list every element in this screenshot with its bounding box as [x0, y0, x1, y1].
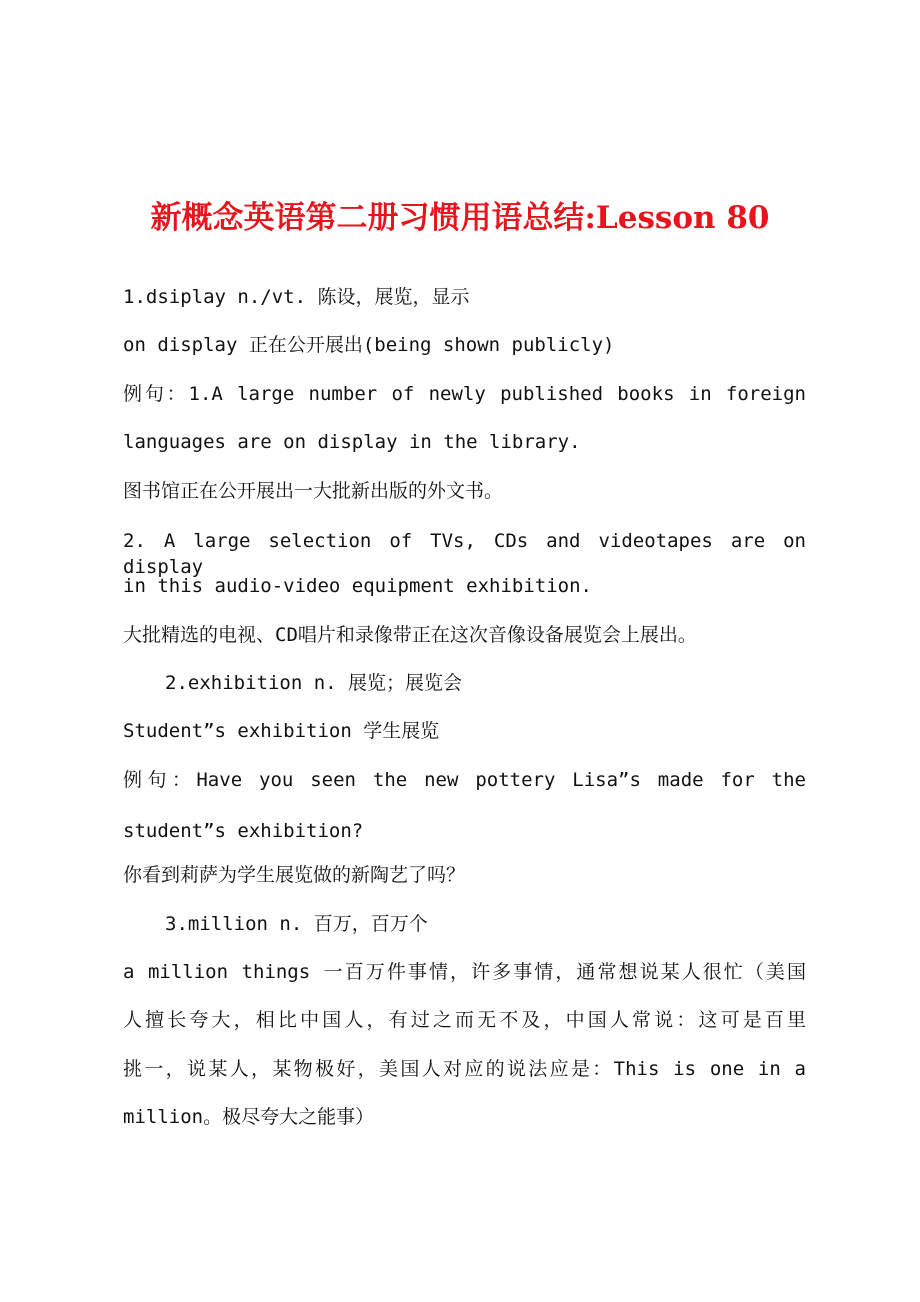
explanation-line-2: 人擅长夸大，相比中国人，有过之而无不及，中国人常说：这可是百里 — [123, 1009, 806, 1031]
example-translation-2: 大批精选的电视、CD唱片和录像带正在这次音像设备展览会上展出。 — [123, 624, 697, 646]
example-translation-1: 图书馆正在公开展出一大批新出版的外文书。 — [123, 480, 504, 502]
example-sentence-1: 例句：1.A large number of newly published books in foreign — [123, 383, 806, 405]
explanation-line-3: 挑一，说某人，某物极好，美国人对应的说法应是：This is one in a — [123, 1058, 806, 1080]
example-sentence-3: 例句：Have you seen the new pottery Lisa”s made for the — [123, 769, 806, 791]
phrase-on-display: on display 正在公开展出(being shown publicly) — [123, 334, 615, 356]
phrase-students-exhibition: Student”s exhibition 学生展览 — [123, 720, 440, 742]
entry-display-heading: 1.dsiplay n./vt. 陈设，展览，显示 — [123, 286, 470, 308]
example-sentence-2: 2. A large selection of TVs, CDs and videotapes are on display — [123, 530, 806, 578]
entry-million-heading: 3.million n. 百万，百万个 — [165, 913, 428, 935]
explanation-line-4: million。极尽夸大之能事） — [123, 1106, 375, 1128]
example-sentence-3-cont: student”s exhibition? — [123, 820, 364, 842]
document-title: 新概念英语第二册习惯用语总结:Lesson 80 — [150, 200, 770, 236]
example-translation-3: 你看到莉萨为学生展览做的新陶艺了吗？ — [123, 864, 466, 886]
example-sentence-1-cont: languages are on display in the library. — [123, 431, 581, 453]
entry-exhibition-heading: 2.exhibition n. 展览；展览会 — [165, 672, 463, 694]
example-sentence-2-cont: in this audio-video equipment exhibition. — [123, 575, 592, 597]
phrase-a-million-things: a million things 一百万件事情，许多事情，通常想说某人很忙（美国 — [123, 961, 806, 983]
